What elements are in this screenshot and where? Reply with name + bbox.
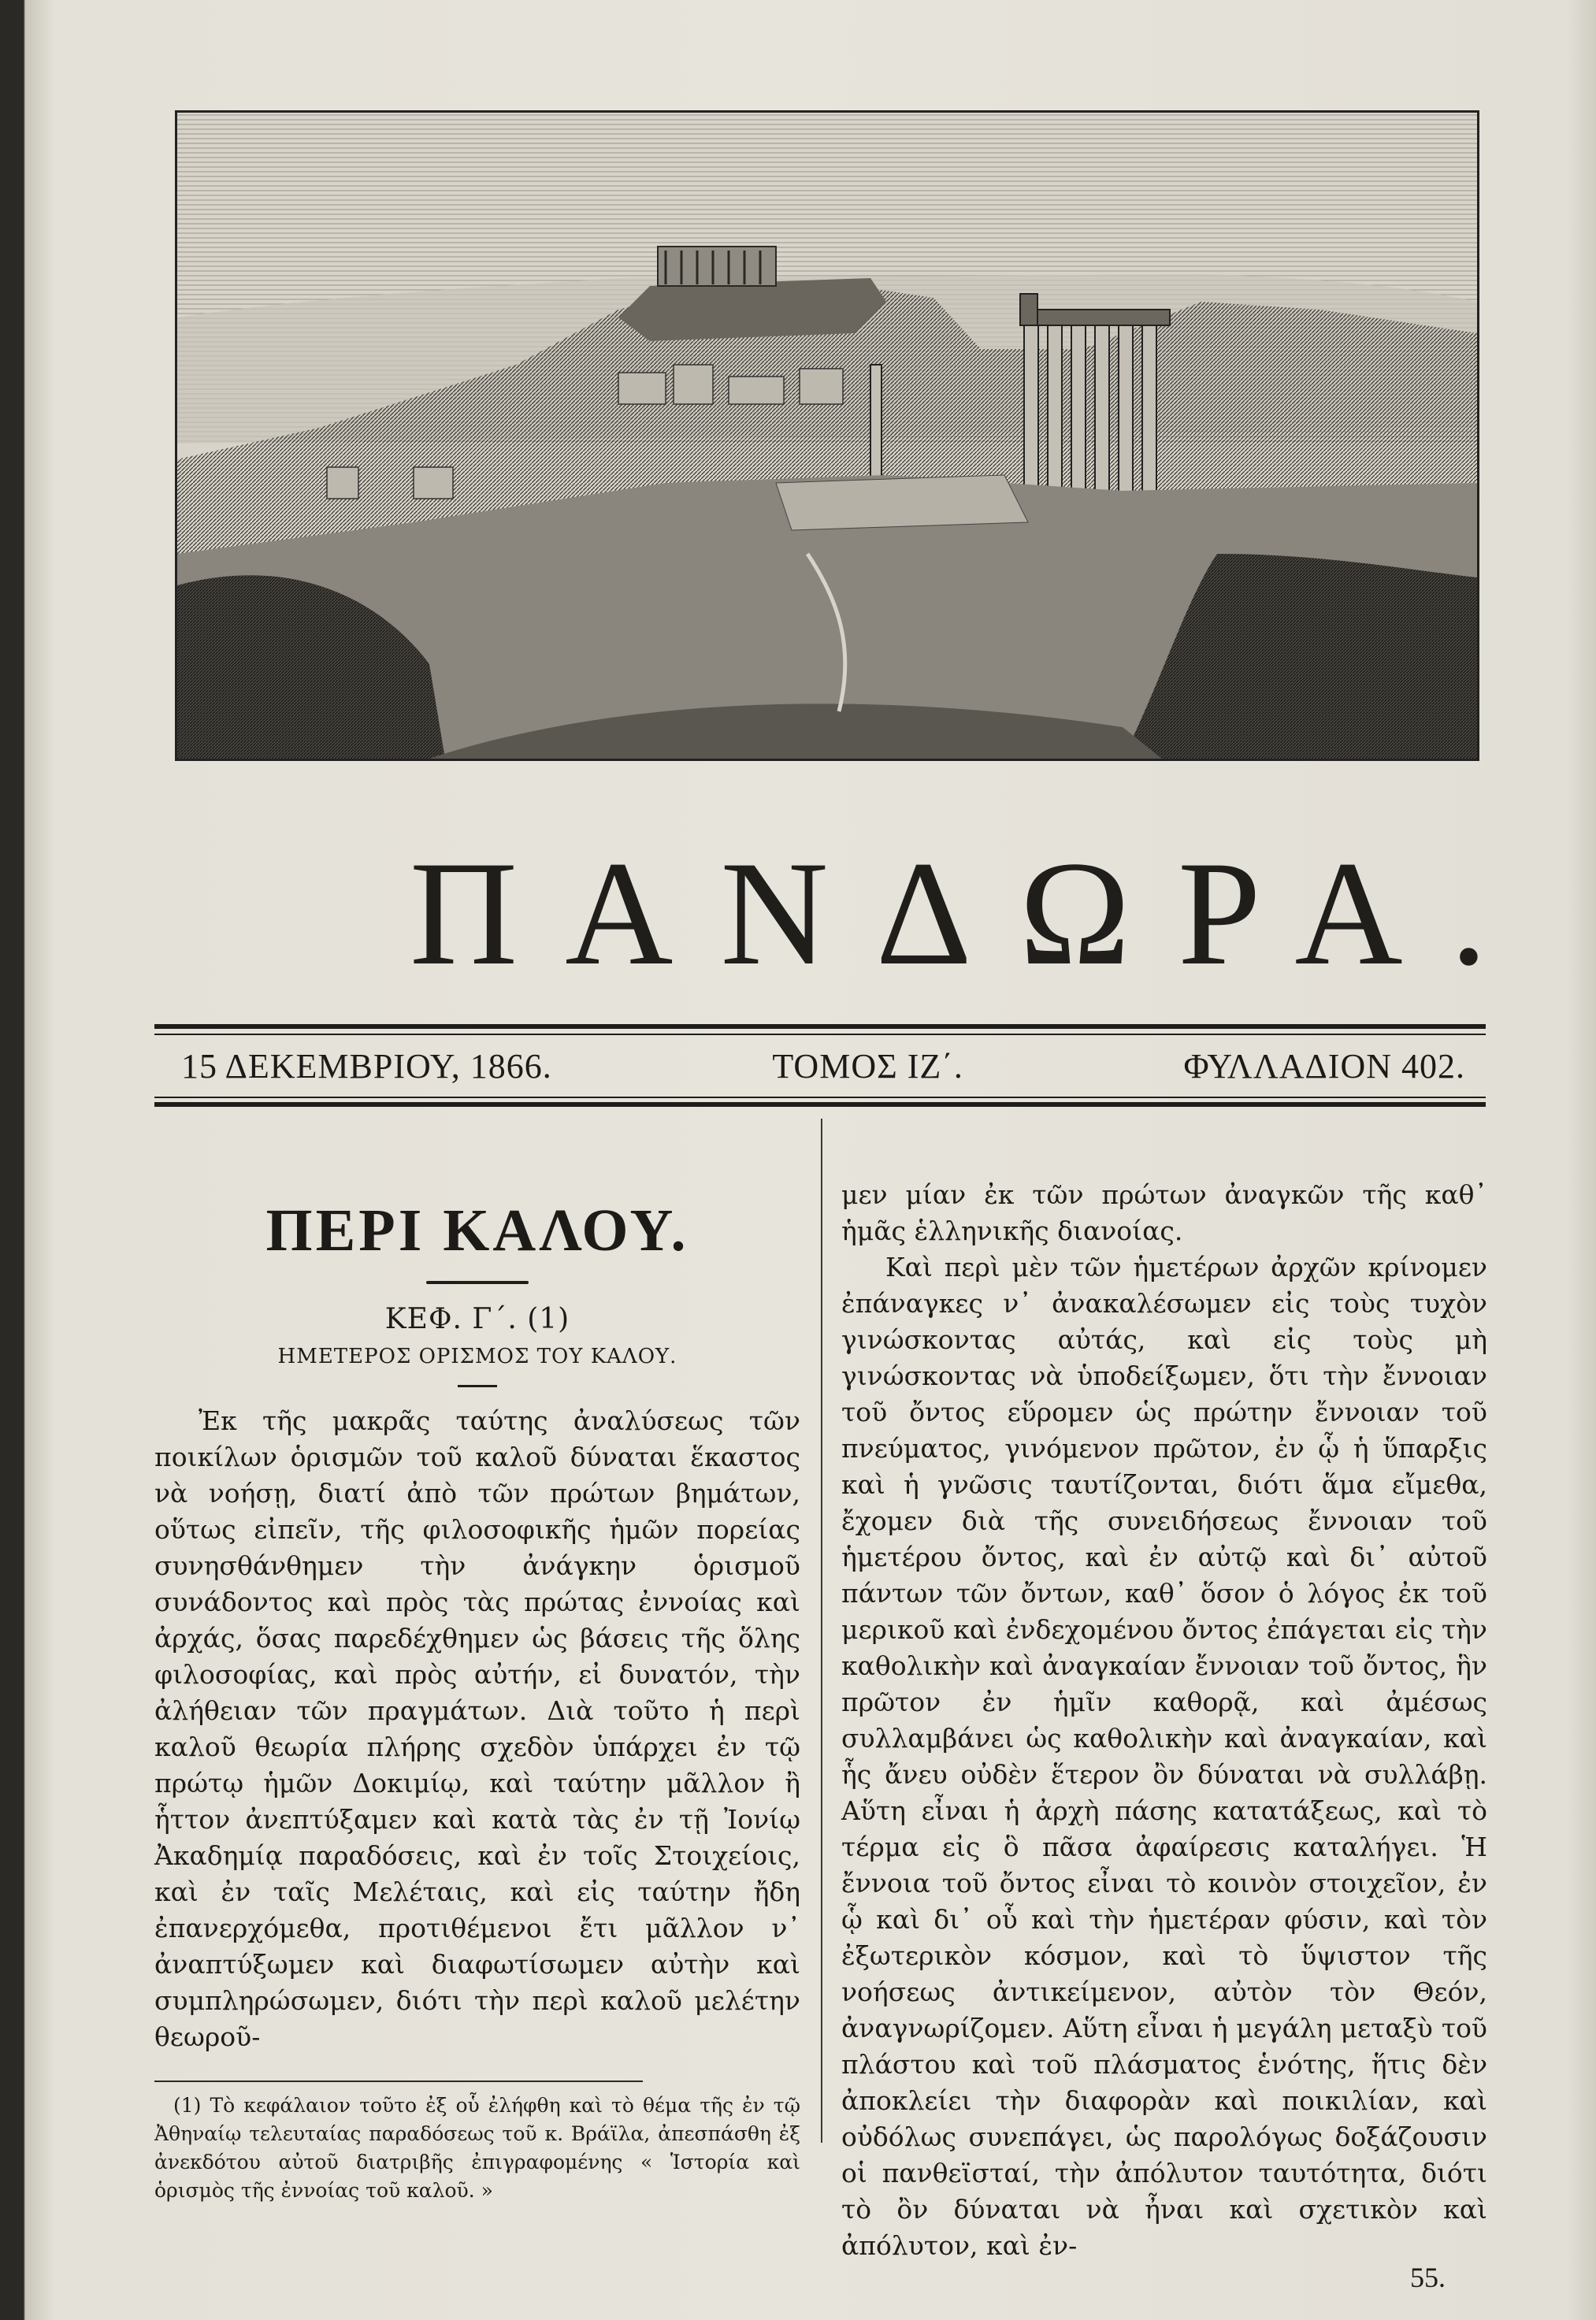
top-thin-rule bbox=[154, 1034, 1486, 1035]
acropolis-engraving bbox=[175, 110, 1479, 761]
volume-number: ΤΟΜΟΣ ΙΖ΄. bbox=[772, 1046, 963, 1086]
left-column bbox=[154, 1158, 800, 2205]
dateline bbox=[181, 1038, 1465, 1093]
right-column-continuation: μεν μίαν ἐκ τῶν πρώτων ἀναγκῶν τῆς καθ᾽ ἡμᾶς ἑλληνικῆς διανοίας. bbox=[841, 1179, 1487, 1246]
right-column-paragraph: Καὶ περὶ μὲν τῶν ἡμετέρων ἀρχῶν κρίνομεν ἐπάναγκες ν᾽ ἀνακαλέσωμεν εἰς τοὺς τυχὸν γινώσκοντας αὐτάς, καὶ εἰς τοὺς μὴ γινώσκοντας νὰ ὑποδείξωμεν, ὅτι τὴν ἔννοιαν τοῦ ὄντος εὕρομεν ὡς πρώτην ἔννοιαν τοῦ πνεύματος, γινόμενον πρῶτον, ἐν ᾧ ἡ ὕπαρξις καὶ ἡ γνῶσις ταυτίζονται, διότι ἅμα εἴμεθα, ἔχομεν διὰ τῆς συνειδήσεως ἔννοιαν τοῦ ἡμετέρου ὄντος, καὶ ἐν αὐτῷ καὶ δι᾽ αὐτοῦ πάντων τῶν ὄντων, καθ᾽ ὅσον ὁ λόγος ἐκ τοῦ μερικοῦ καὶ ἐνδεχομένου ὄντος ἐπάγεται εἰς τὴν καθολικὴν καὶ ἀναγκαίαν ἔννοιαν τοῦ ὄντος, ἣν πρῶτον ἐν ἡμῖν καθορᾷ, καὶ ἀμέσως συλλαμβάνει ὡς καθολικὴν καὶ ἀναγκαίαν, καὶ ἧς ἄνευ οὐδὲν ἕτερον ὂν δύναται νὰ συλλάβῃ. Αὕτη εἶναι ἡ ἀρχὴ πάσης κατατάξεως, καὶ τὸ τέρμα εἰς ὃ πᾶσα ἀφαίρεσις καταλήγει. Ἡ ἔννοια τοῦ ὄντος εἶναι τὸ κοινὸν στοιχεῖον, ἐν ᾧ καὶ δι᾽ οὗ καὶ τὴν ἡμετέραν φύσιν, καὶ τὸν ἐξωτερικὸν κόσμον, καὶ τὸ ὕψιστον τῆς νοήσεως ἀντικείμενον, αὐτὸν τὸν Θεόν, ἀναγνωρίζομεν. Αὕτη εἶναι ἡ μεγάλη μεταξὺ τοῦ πλάστου καὶ τοῦ πλάσματος ἑνότης, ἥτις δὲν ἀποκλείει τὴν διαφορὰν καὶ ποικιλίαν, καὶ οὐδόλως συνεπάγει, ὡς παρολόγως δοξάζουσιν οἱ πανθεϊσταί, τὴν ἀπόλυτον ταυτότητα, διότι τὸ ὂν δύναται νὰ ἦναι καὶ σχετικὸν καὶ ἀπόλυτον, καὶ ἐν- bbox=[841, 1252, 1487, 2261]
footnote: (1) Τὸ κεφάλαιον τοῦτο ἐξ οὗ ἐλήφθη καὶ τὸ θέμα τῆς ἐν τῷ Ἀθηναίῳ τελευταίας παραδόσεως τοῦ κ. Βράϊλα, ἀπεσπάσθη ἐξ ἀνεκδότου αὐτοῦ διατριβῆς ἐπιγραφομένης « Ἱστορία καὶ ὁρισμὸς τῆς ἐννοίας τοῦ καλοῦ. » bbox=[154, 2094, 800, 2202]
bottom-thin-rule bbox=[154, 1097, 1486, 1098]
right-column bbox=[841, 1177, 1487, 2264]
article-title: ΠΕΡΙ ΚΑΛΟΥ. bbox=[265, 1197, 689, 1264]
bottom-double-rule bbox=[154, 1102, 1486, 1107]
masthead-title: ΠΑΝΔΩΡΑ. bbox=[410, 831, 1535, 997]
left-column-paragraph: Ἐκ τῆς μακρᾶς ταύτης ἀναλύσεως τῶν ποικίλων ὁρισμῶν τοῦ καλοῦ δύναται ἕκαστος νὰ νοήσῃ, διατί ἀπὸ τῶν πρώτων βημάτων, οὕτως εἰπεῖν, τῆς φιλοσοφικῆς ἡμῶν πορείας συνησθάνθημεν τὴν ἀνάγκην ὁρισμοῦ συνάδοντος καὶ πρὸς τὰς πρώτας ἐννοίας καὶ ἀρχάς, ὅσας παρεδέχθημεν ὡς βάσεις τῆς ὅλης φιλοσοφίας, καὶ πρὸς αὐτήν, εἰ δυνατόν, τὴν ἀλήθειαν τῶν πραγμάτων. Διὰ τοῦτο ἡ περὶ καλοῦ θεωρία πλήρης σχεδὸν ὑπάρχει ἐν τῷ πρώτῳ ἡμῶν Δοκιμίῳ, καὶ ταύτην μᾶλλον ἢ ἧττον ἀνεπτύξαμεν καὶ κατὰ τὰς ἐν τῇ Ἰονίῳ Ἀκαδημίᾳ παραδόσεις, καὶ ἐν τοῖς Στοιχείοις, καὶ ἐν ταῖς Μελέταις, καὶ εἰς ταύτην ἤδη ἐπανερχόμεθα, προτιθέμενοι ἔτι μᾶλλον ν᾽ ἀναπτύξωμεν καὶ διαφωτίσωμεν αὐτὴν καὶ συμπληρώσωμεν, διότι τὴν περὶ καλοῦ μελέτην θεωροῦ- bbox=[154, 1405, 800, 2052]
chapter-heading: ΚΕΦ. Γ΄. (1) bbox=[384, 1303, 570, 1335]
section-rule bbox=[458, 1385, 497, 1387]
engraving-illustration bbox=[177, 113, 1477, 759]
top-double-rule bbox=[154, 1024, 1486, 1029]
chapter-subtitle: ΗΜΕΤΕΡΟΣ ΟΡΙΣΜΟΣ ΤΟΥ ΚΑΛΟΥ. bbox=[277, 1345, 677, 1368]
footnote-rule bbox=[154, 2081, 643, 2082]
issue-date: 15 ΔΕΚΕΜΒΡΙΟΥ, 1866. bbox=[181, 1046, 552, 1086]
page-number: 55. bbox=[1410, 2262, 1446, 2293]
issue-number: ΦΥΛΛΑΔΙΟΝ 402. bbox=[1183, 1046, 1465, 1086]
title-ornament bbox=[426, 1281, 529, 1284]
column-divider bbox=[821, 1119, 822, 2143]
